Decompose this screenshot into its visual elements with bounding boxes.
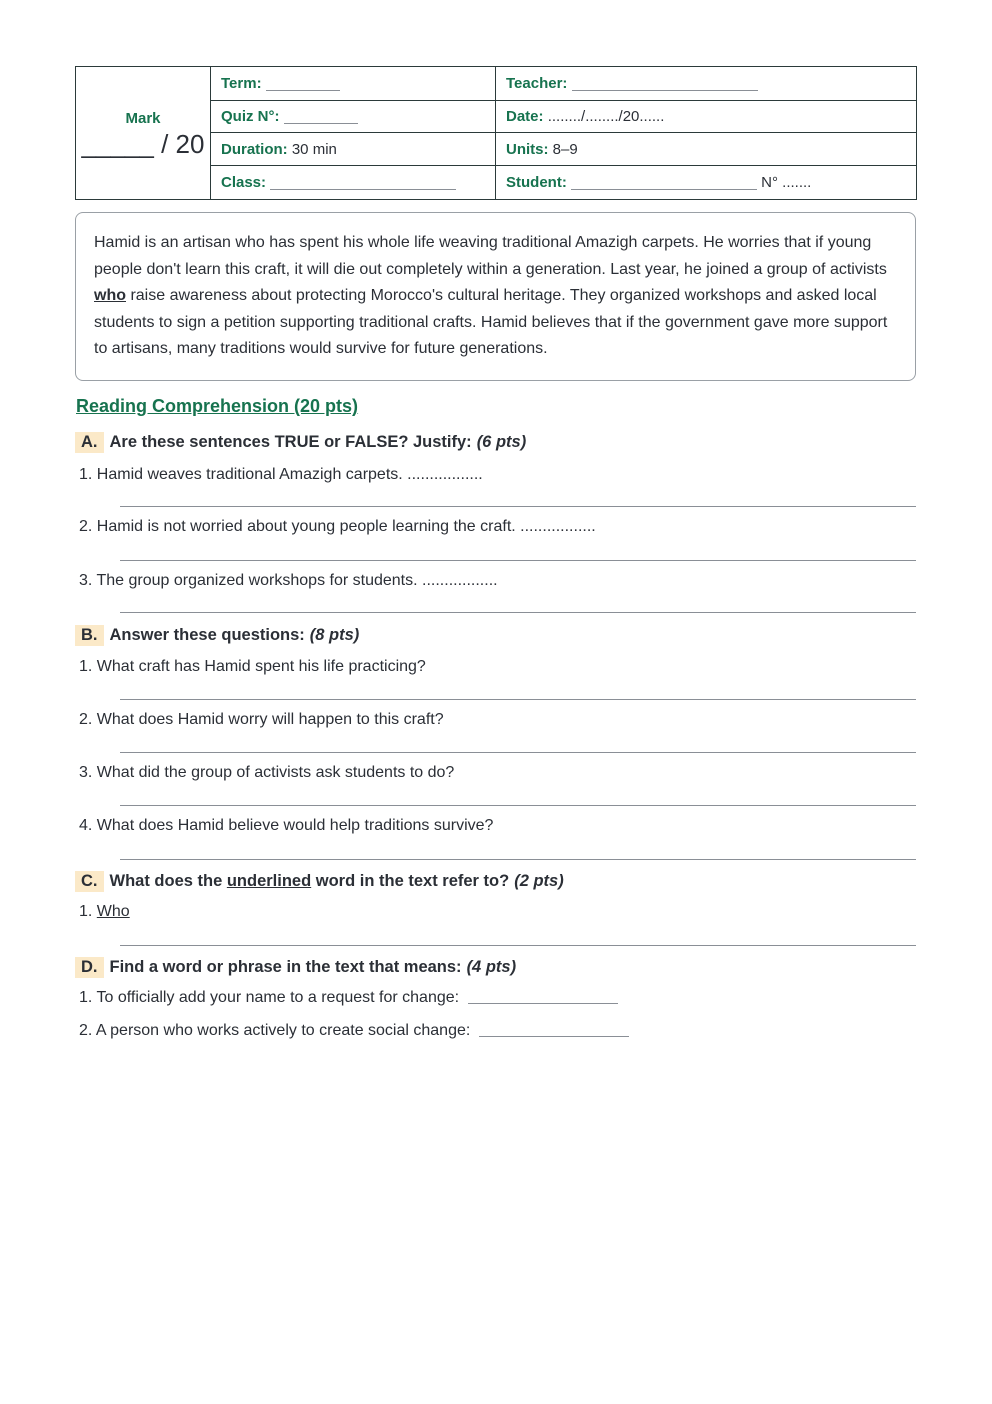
part-c-item-word: Who	[96, 903, 130, 920]
part-c-points: (2 pts)	[514, 872, 564, 890]
quiz-field[interactable]	[284, 109, 358, 124]
part-d-item-2	[79, 1022, 629, 1040]
answer-line[interactable]	[120, 506, 916, 507]
part-d-item-2-text: 2. A person who works actively to create social change:	[79, 1022, 471, 1039]
class-label: Class:	[221, 174, 267, 191]
part-b-letter: B.	[75, 625, 104, 646]
part-d-item-1-text: 1. To officially add your name to a request for change:	[79, 989, 460, 1006]
class-cell	[211, 166, 496, 200]
part-a-points: (6 pts)	[476, 433, 527, 451]
answer-line[interactable]	[120, 805, 916, 806]
part-c-heading	[75, 871, 564, 892]
header-table	[75, 66, 917, 200]
student-cell	[496, 166, 917, 200]
quiz-label: Quiz N°:	[221, 108, 280, 125]
duration-label: Duration:	[221, 140, 288, 158]
answer-blank[interactable]	[479, 1022, 629, 1037]
teacher-field[interactable]	[572, 76, 758, 91]
teacher-label: Teacher:	[506, 75, 568, 92]
part-c-item-number: 1.	[79, 903, 93, 920]
part-b-points: (8 pts)	[309, 626, 360, 644]
part-d-points: (4 pts)	[466, 958, 517, 976]
answer-line[interactable]	[120, 699, 916, 700]
part-a-item-2: 2. Hamid is not worried about young people learning the craft. .................	[79, 518, 596, 535]
date-value[interactable]: ......../......../20......	[547, 108, 665, 125]
reading-passage	[75, 212, 916, 381]
class-field[interactable]	[270, 175, 456, 190]
date-label: Date:	[506, 108, 544, 125]
part-c-title-pre: What does the	[109, 872, 227, 890]
part-c-title-post: word in the text refer to?	[311, 872, 510, 890]
part-b-item-1: 1. What craft has Hamid spent his life practicing?	[79, 658, 426, 675]
date-cell	[496, 101, 917, 133]
duration-cell	[211, 133, 496, 166]
mark-label: Mark	[125, 110, 161, 127]
part-a-letter: A.	[75, 432, 104, 453]
part-d-title: Find a word or phrase in the text that means:	[109, 958, 462, 976]
term-cell	[211, 67, 496, 101]
part-a-item-3: 3. The group organized workshops for students. .................	[79, 572, 498, 589]
passage-underlined-word: who	[94, 287, 126, 304]
units-value: 8–9	[552, 140, 578, 158]
part-a-heading	[75, 432, 526, 453]
part-c-item-1	[79, 903, 130, 921]
quiz-cell	[211, 101, 496, 133]
part-b-item-4: 4. What does Hamid believe would help traditions survive?	[79, 817, 494, 834]
answer-blank[interactable]	[468, 989, 618, 1004]
part-b-item-2: 2. What does Hamid worry will happen to this craft?	[79, 711, 444, 728]
student-number[interactable]: N° .......	[761, 174, 812, 191]
units-label: Units:	[506, 140, 549, 158]
units-cell	[496, 133, 917, 166]
part-d-item-1	[79, 989, 618, 1007]
answer-line[interactable]	[120, 752, 916, 753]
part-d-letter: D.	[75, 957, 104, 978]
teacher-cell	[496, 67, 917, 101]
part-a-title: Are these sentences TRUE or FALSE? Justify:	[109, 433, 472, 451]
duration-value: 30 min	[291, 140, 337, 158]
passage-text-2: raise awareness about protecting Morocco's cultural heritage. They organized workshops and asked local students to sign a petition supporting traditional crafts. Hamid believes that if the government gave more support to artisans, many traditions would survive for future generations.	[94, 287, 888, 357]
answer-line[interactable]	[120, 560, 916, 561]
student-field[interactable]	[571, 175, 757, 190]
part-a-item-1: 1. Hamid weaves traditional Amazigh carpets. .................	[79, 466, 483, 483]
part-b-heading	[75, 625, 359, 646]
part-c-title-underlined: underlined	[226, 872, 312, 890]
mark-score: _____ / 20	[81, 129, 205, 159]
part-c-letter: C.	[75, 871, 104, 892]
term-field[interactable]	[266, 76, 340, 91]
passage-text-1: Hamid is an artisan who has spent his whole life weaving traditional Amazigh carpets. He worries that if young people don't learn this craft, it will die out completely within a generation. Last year, he joined a group of activists	[94, 234, 887, 278]
part-b-item-3: 3. What did the group of activists ask students to do?	[79, 764, 455, 781]
part-d-heading	[75, 957, 516, 978]
answer-line[interactable]	[120, 945, 916, 946]
mark-cell	[76, 67, 211, 200]
student-label: Student:	[506, 174, 567, 191]
part-b-title: Answer these questions:	[109, 626, 305, 644]
answer-line[interactable]	[120, 612, 916, 613]
term-label: Term:	[221, 75, 262, 92]
answer-line[interactable]	[120, 859, 916, 860]
section-title: Reading Comprehension (20 pts)	[76, 396, 359, 416]
